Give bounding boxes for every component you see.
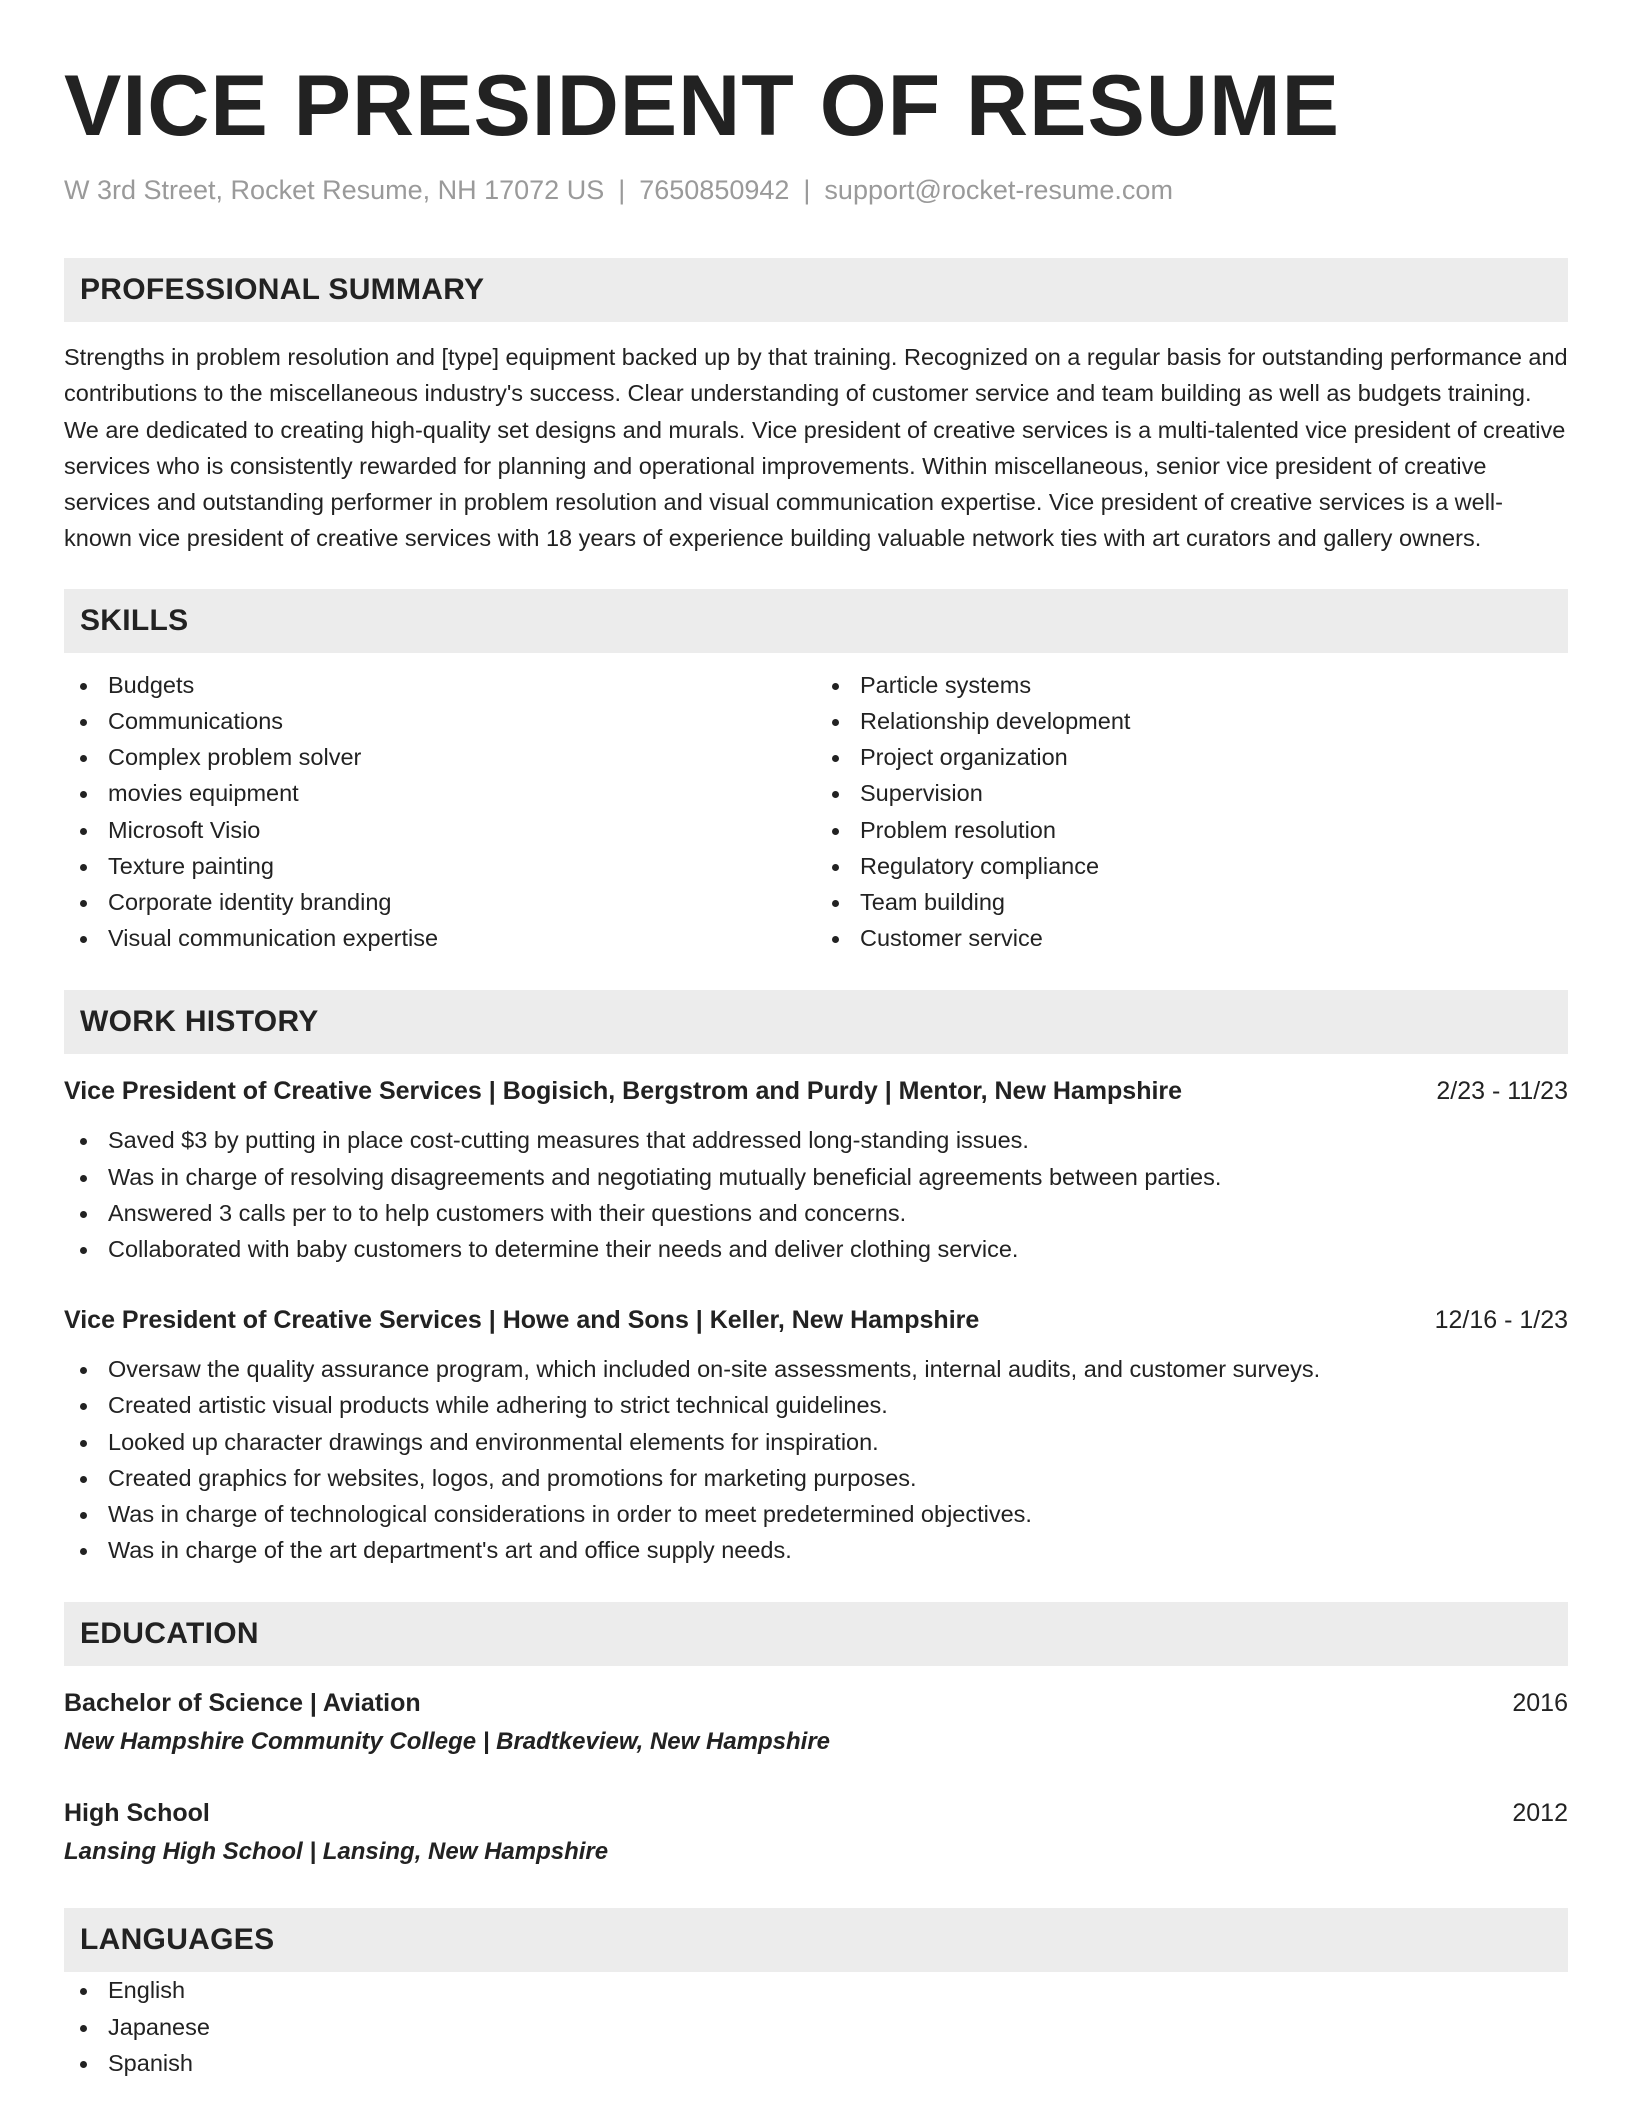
job-heading-row: [64, 1303, 1568, 1337]
skills-list-left: [64, 667, 816, 957]
skills-list-right: [816, 667, 1568, 957]
section-header-skills: SKILLS: [64, 589, 1568, 653]
contact-separator: |: [803, 175, 811, 205]
section-header-education: EDUCATION: [64, 1602, 1568, 1666]
contact-email[interactable]: support@rocket-resume.com: [824, 175, 1173, 205]
job-bullet: Created artistic visual products while adhering to strict technical guidelines.: [64, 1387, 1568, 1423]
job-bullet: Answered 3 calls per to to help customers with their questions and concerns.: [64, 1195, 1568, 1231]
job-heading-row: [64, 1074, 1568, 1108]
education-heading-row: [64, 1686, 1568, 1720]
job-dates: 12/16 - 1/23: [1434, 1306, 1568, 1335]
job-entry: [64, 1303, 1568, 1568]
job-bullets: [64, 1351, 1568, 1568]
education-year: 2016: [1512, 1689, 1568, 1718]
contact-address: W 3rd Street, Rocket Resume, NH 17072 US: [64, 175, 605, 205]
skill-item: Texture painting: [64, 848, 816, 884]
skill-item: Communications: [64, 703, 816, 739]
job-bullet: Was in charge of technological considerations in order to meet predetermined objectives.: [64, 1496, 1568, 1532]
education-school: New Hampshire Community College | Bradtkeview, New Hampshire: [64, 1728, 831, 1756]
skill-item: Supervision: [816, 775, 1568, 811]
summary-text: Strengths in problem resolution and [type] equipment backed up by that training. Recognized on a regular basis for outstanding performance and contributions to the miscellaneous industry's success. Clear understanding of customer service and team building as well as budgets training. We are dedicated to creating high-quality set designs and murals. Vice president of creative services is a multi-talented vice president of creative services who is consistently rewarded for planning and operational improvements. Within miscellaneous, senior vice president of creative services and outstanding performer in problem resolution and visual communication expertise. Vice president of creative services is a well-known vice president of creative services with 18 years of experience building valuable network ties with art curators and gallery owners.: [64, 344, 1568, 552]
contact-line: [64, 172, 1568, 208]
candidate-name: VICE PRESIDENT OF RESUME: [64, 58, 1340, 154]
job-title: Vice President of Creative Services | Bogisich, Bergstrom and Purdy | Mentor, New Hampshire: [64, 1077, 1183, 1106]
contact-separator: |: [618, 175, 626, 205]
skill-item: Regulatory compliance: [816, 848, 1568, 884]
section-header-languages: LANGUAGES: [64, 1908, 1568, 1972]
contact-phone: 7650850942: [639, 175, 790, 205]
skill-item: Customer service: [816, 920, 1568, 956]
skill-item: Relationship development: [816, 703, 1568, 739]
language-item: Spanish: [64, 2045, 1568, 2081]
job-bullet: Saved $3 by putting in place cost-cutting measures that addressed long-standing issues.: [64, 1122, 1568, 1158]
section-header-summary: PROFESSIONAL SUMMARY: [64, 258, 1568, 322]
job-bullet: Was in charge of resolving disagreements and negotiating mutually beneficial agreements between parties.: [64, 1159, 1568, 1195]
job-bullet: Looked up character drawings and environmental elements for inspiration.: [64, 1424, 1568, 1460]
language-item: English: [64, 1972, 1568, 2008]
skill-item: Complex problem solver: [64, 739, 816, 775]
education-degree: High School: [64, 1799, 210, 1828]
languages-list: [64, 1972, 1568, 2081]
education-entry: [64, 1686, 1568, 1760]
job-title: Vice President of Creative Services | Howe and Sons | Keller, New Hampshire: [64, 1306, 980, 1335]
job-bullets: [64, 1122, 1568, 1267]
skill-item: Corporate identity branding: [64, 884, 816, 920]
skill-item: Problem resolution: [816, 812, 1568, 848]
skill-item: Project organization: [816, 739, 1568, 775]
skills-columns: [64, 667, 1568, 957]
education-degree: Bachelor of Science | Aviation: [64, 1689, 421, 1718]
skill-item: Visual communication expertise: [64, 920, 816, 956]
job-dates: 2/23 - 11/23: [1436, 1077, 1568, 1106]
language-item: Japanese: [64, 2009, 1568, 2045]
section-header-work-history: WORK HISTORY: [64, 990, 1568, 1054]
job-bullet: Created graphics for websites, logos, and promotions for marketing purposes.: [64, 1460, 1568, 1496]
skill-item: movies equipment: [64, 775, 816, 811]
job-bullet: Collaborated with baby customers to determine their needs and deliver clothing service.: [64, 1231, 1568, 1267]
job-entry: [64, 1074, 1568, 1267]
skill-item: Team building: [816, 884, 1568, 920]
education-heading-row: [64, 1796, 1568, 1830]
job-bullet: Oversaw the quality assurance program, which included on-site assessments, internal audits, and customer surveys.: [64, 1351, 1568, 1387]
education-year: 2012: [1512, 1799, 1568, 1828]
skill-item: Budgets: [64, 667, 816, 703]
skill-item: Microsoft Visio: [64, 812, 816, 848]
job-bullet: Was in charge of the art department's art and office supply needs.: [64, 1532, 1568, 1568]
skill-item: Particle systems: [816, 667, 1568, 703]
education-entry: [64, 1796, 1568, 1870]
education-school: Lansing High School | Lansing, New Hampshire: [64, 1838, 609, 1866]
